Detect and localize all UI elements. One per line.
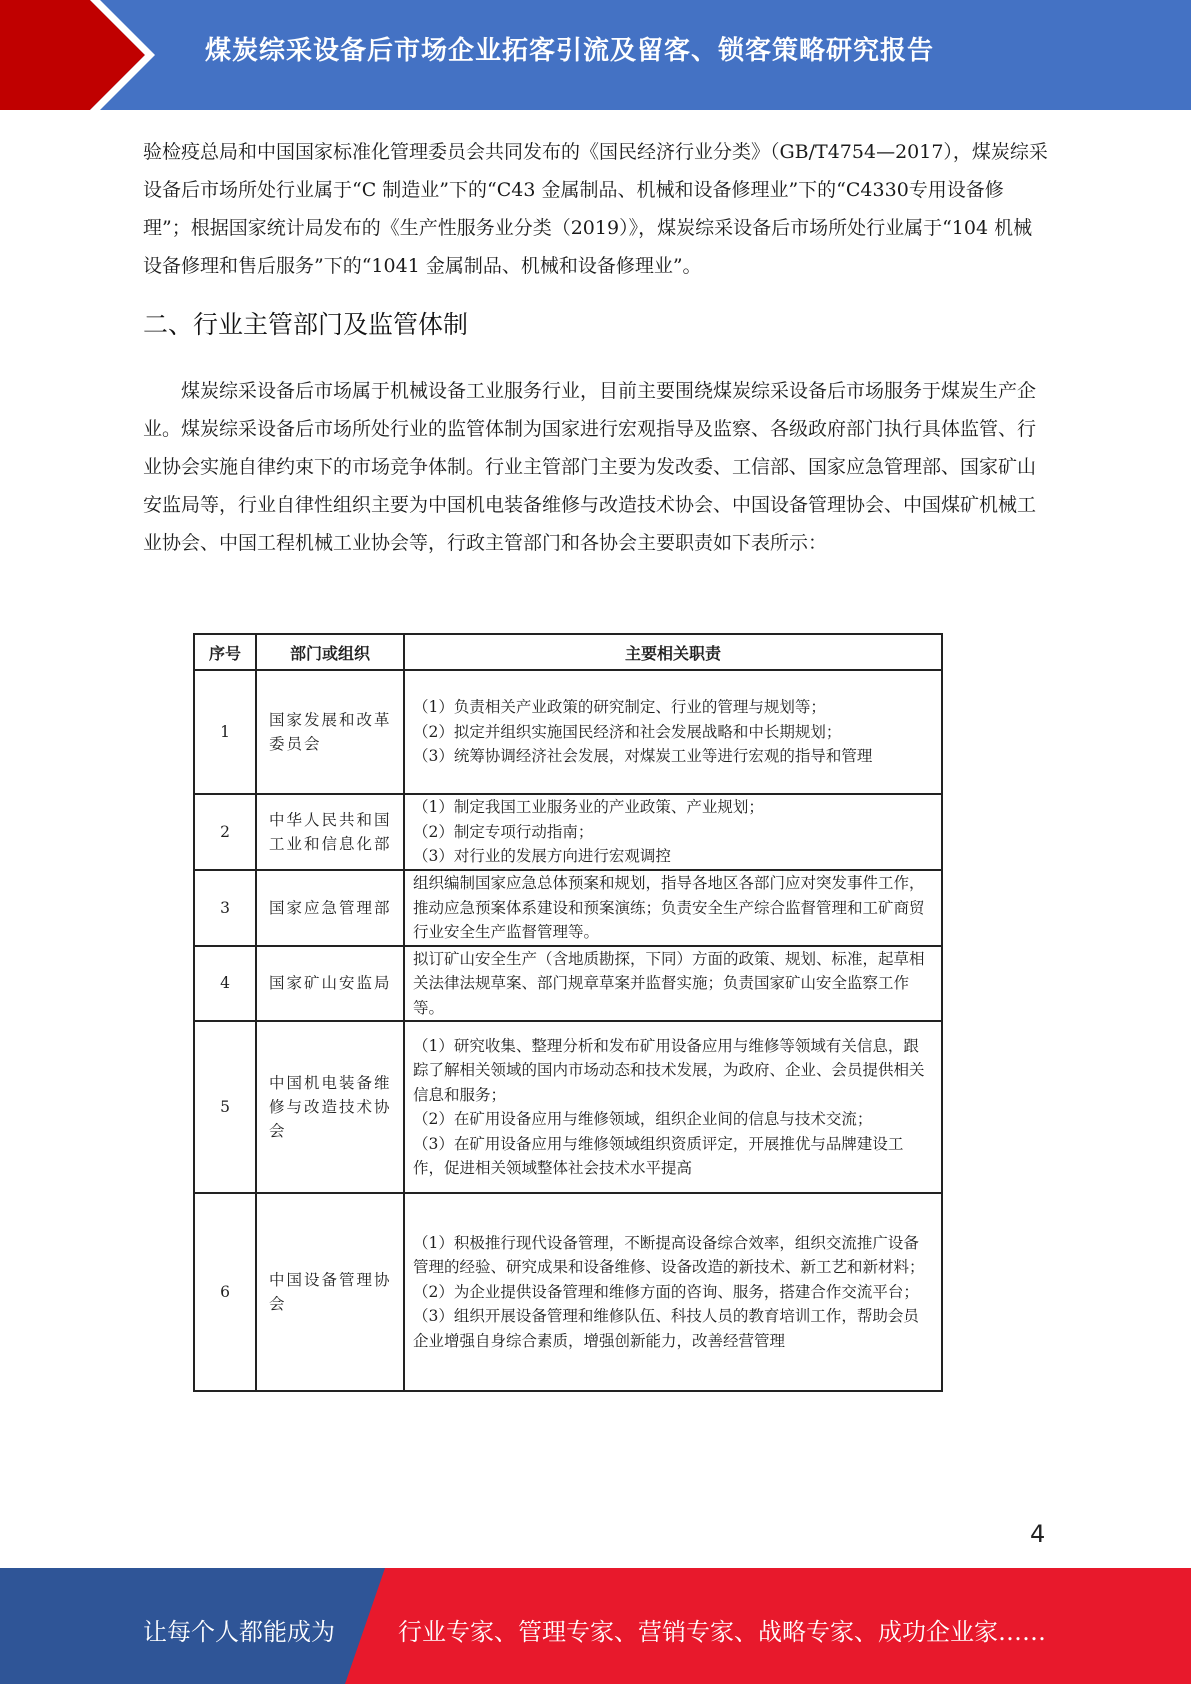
table-row — [194, 870, 942, 946]
page-footer — [0, 1568, 1191, 1684]
row-number: 1 — [194, 670, 256, 794]
row-number: 6 — [194, 1193, 256, 1391]
duty-item: 拟订矿山安全生产（含地质勘探，下同）方面的政策、规划、标准，起草相关法律法规草案、部门规章草案并监督实施；负责国家矿山安全监察工作等。 — [413, 949, 925, 1017]
row-number: 2 — [194, 794, 256, 870]
table-row — [194, 794, 942, 870]
regulatory-duties-table — [193, 633, 943, 1392]
duty-item: （2）为企业提供设备管理和维修方面的咨询、服务，搭建合作交流平台； — [413, 1282, 919, 1301]
duty-item: 组织编制国家应急总体预案和规划，指导各地区各部门应对突发事件工作，推动应急预案体系建设和预案演练；负责安全生产综合监督管理和工矿商贸行业安全生产监督管理等。 — [413, 874, 925, 941]
row-organization: 国家应急管理部 — [256, 870, 404, 946]
row-number: 3 — [194, 870, 256, 946]
page-header — [0, 0, 1191, 110]
report-title: 煤炭综采设备后市场企业拓客引流及留客、锁客策略研究报告 — [205, 36, 935, 66]
header-cell-number: 序号 — [194, 634, 256, 670]
row-organization: 中华人民共和国工业和信息化部 — [256, 794, 404, 870]
duty-item: （1）研究收集、整理分析和发布矿用设备应用与维修等领域有关信息，跟踪了解相关领域的国内市场动态和技术发展，为政府、企业、会员提供相关信息和服务； — [413, 1036, 925, 1104]
header-cell-organization: 部门或组织 — [256, 634, 404, 670]
row-organization: 国家矿山安监局 — [256, 946, 404, 1022]
duty-item: （2）在矿用设备应用与维修领域，组织企业间的信息与技术交流； — [413, 1110, 873, 1128]
row-number: 4 — [194, 946, 256, 1022]
header-red-arrow-decoration — [0, 0, 160, 110]
row-duties — [404, 670, 942, 794]
row-duties — [404, 946, 942, 1022]
body-paragraph-regulation: 煤炭综采设备后市场属于机械设备工业服务行业，目前主要围绕煤炭综采设备后市场服务于煤炭生产企业。煤炭综采设备后市场所处行业的监管体制为国家进行宏观指导及监察、各级政府部门执行具体监管、行业协会实施自律约束下的市场竞争体制。行业主管部门主要为发改委、工信部、国家应急管理部、国家矿山安监局等，行业自律性组织主要为中国机电装备维修与改造技术协会、中国设备管理协会、中国煤矿机械工业协会、中国工程机械工业协会等，行政主管部门和各协会主要职责如下表所示： — [143, 380, 1037, 554]
duty-item: （1）积极推行现代设备管理，不断提高设备综合效率，组织交流推广设备管理的经验、研究成果和设备维修、设备改造的新技术、新工艺和新材料； — [413, 1233, 925, 1277]
table-row — [194, 1193, 942, 1391]
row-duties — [404, 1193, 942, 1391]
duty-item: （2）拟定并组织实施国民经济和社会发展战略和中长期规划； — [413, 722, 842, 741]
table-header-row — [194, 634, 942, 670]
duty-item: （3）组织开展设备管理和维修队伍、科技人员的教育培训工作，帮助会员企业增强自身综合素质，增强创新能力，改善经营管理 — [413, 1307, 919, 1350]
duty-item: （3）在矿用设备应用与维修领域组织资质评定，开展推优与品牌建设工作，促进相关领域整体社会技术水平提高 — [413, 1134, 904, 1177]
header-cell-duties: 主要相关职责 — [404, 634, 942, 670]
row-number: 5 — [194, 1021, 256, 1193]
row-duties — [404, 1021, 942, 1193]
row-duties — [404, 794, 942, 870]
body-paragraph-classification: 验检疫总局和中国国家标准化管理委员会共同发布的《国民经济行业分类》（GB/T4754—2017），煤炭综采设备后市场所处行业属于“C 制造业”下的“C43 金属制品、机械和设备修理业”下的“C4330专用设备修理”；根据国家统计局发布的《生产性服务业分类（2019）》，煤炭综采设备后市场所处行业属于“104 机械设备修理和售后服务”下的“1041 金属制品、机械和设备修理业”。 — [143, 141, 1048, 277]
duty-item: （2）制定专项行动指南； — [413, 822, 594, 841]
row-duties — [404, 870, 942, 946]
row-organization: 国家发展和改革委员会 — [256, 670, 404, 794]
page-number: 4 — [1030, 1520, 1046, 1548]
table-row — [194, 946, 942, 1022]
footer-slogan-right: 行业专家、管理专家、营销专家、战略专家、成功企业家…… — [398, 1618, 1046, 1646]
duty-item: （3）对行业的发展方向进行宏观调控 — [413, 847, 671, 866]
duty-item: （1）负责相关产业政策的研究制定、行业的管理与规划等； — [413, 698, 826, 717]
footer-slogan-left: 让每个人都能成为 — [143, 1618, 335, 1646]
table-row — [194, 1021, 942, 1193]
section-heading: 二、行业主管部门及监管体制 — [143, 310, 469, 339]
row-organization: 中国设备管理协会 — [256, 1193, 404, 1391]
duty-item: （3）统筹协调经济社会发展，对煤炭工业等进行宏观的指导和管理 — [413, 747, 873, 766]
table-row — [194, 670, 942, 794]
duty-item: （1）制定我国工业服务业的产业政策、产业规划； — [413, 798, 764, 817]
row-organization: 中国机电装备维修与改造技术协会 — [256, 1021, 404, 1193]
